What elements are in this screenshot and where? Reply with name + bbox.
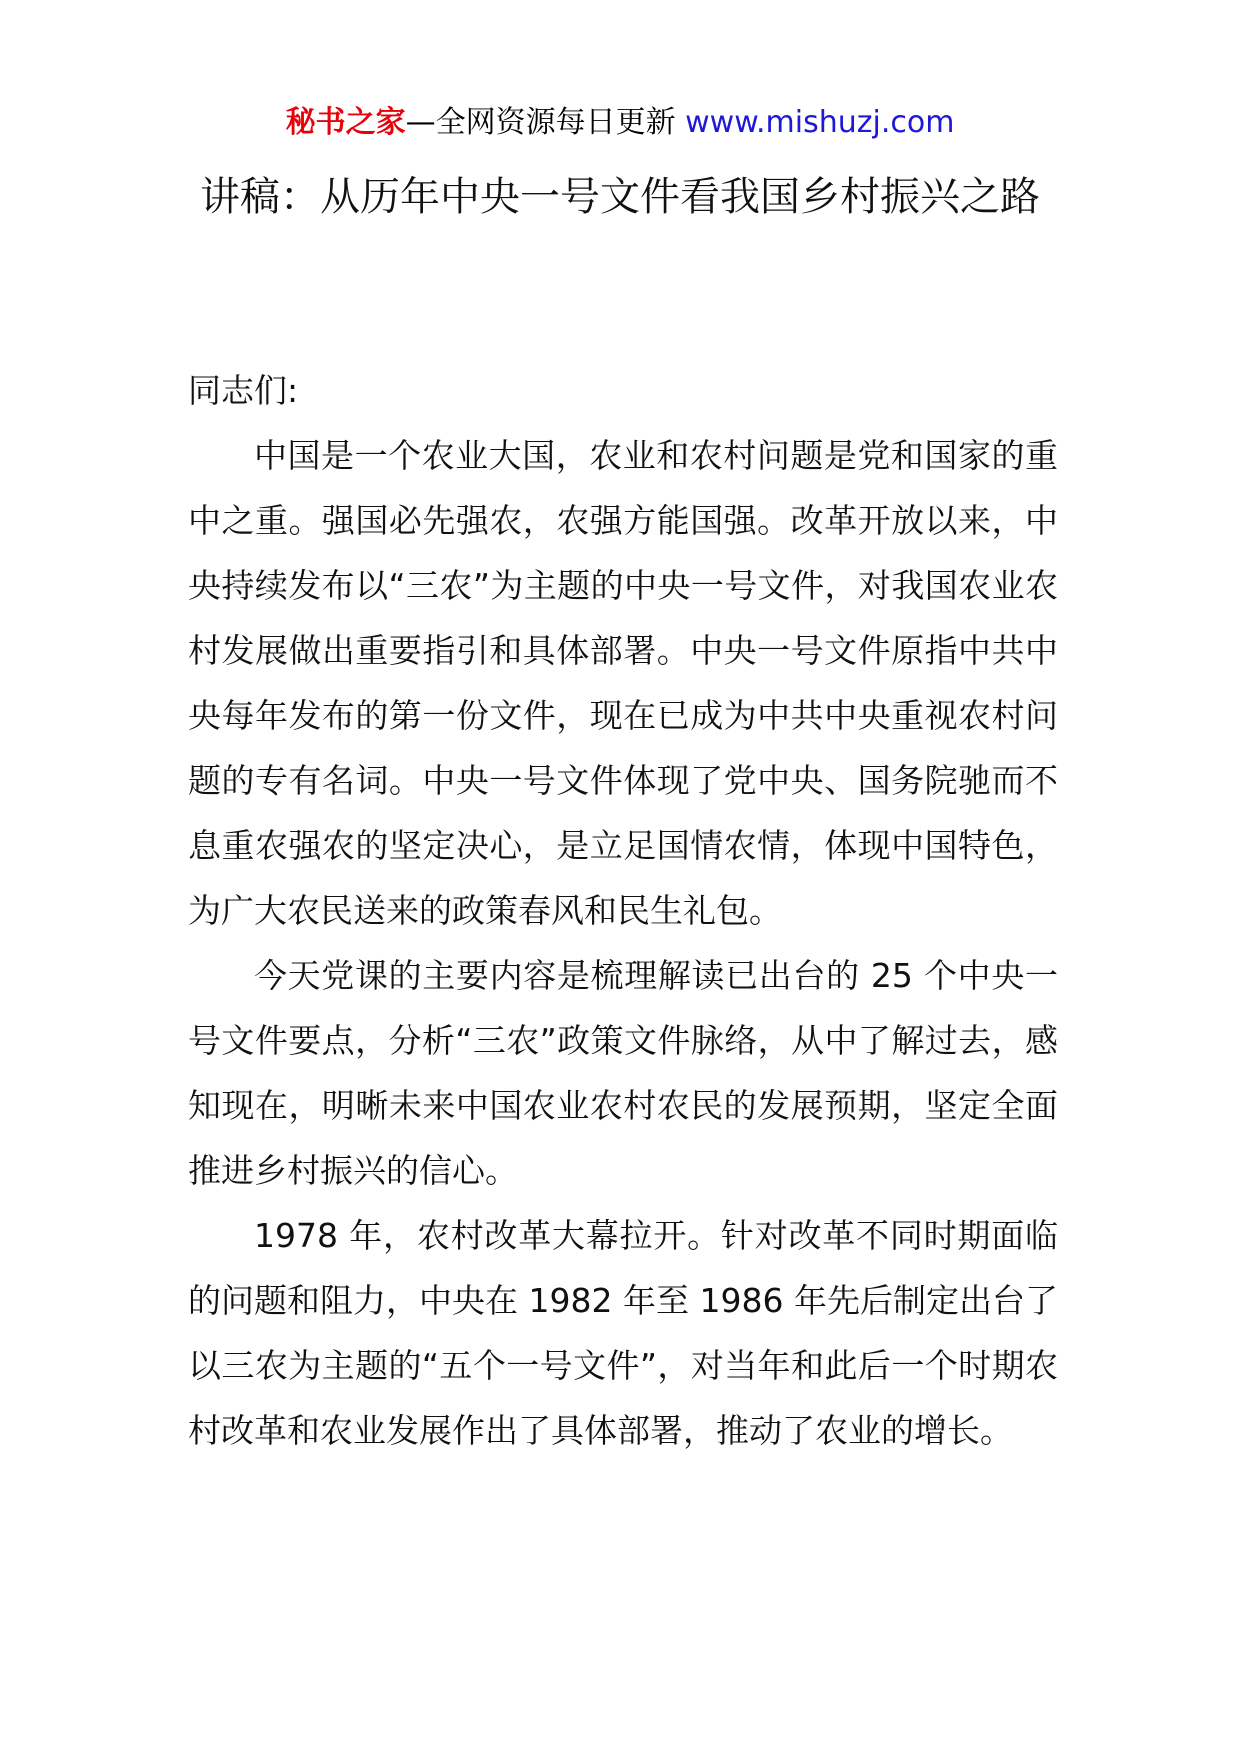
body-paragraph: 1978 年，农村改革大幕拉开。针对改革不同时期面临的问题和阻力，中央在 1982 年至 1986 年先后制定出台了以三农为主题的“五个一号文件”，对当年和此后一个时期农村改革和农业发展作出了具体部署，推动了农业的增长。 (188, 1216, 1058, 1450)
site-tagline: —全网资源每日更新 (405, 105, 686, 140)
body-paragraph: 中国是一个农业大国，农业和农村问题是党和国家的重中之重。强国必先强农，农强方能国强。改革开放以来，中央持续发布以“三农”为主题的中央一号文件，对我国农业农村发展做出重要指引和具体部署。中央一号文件原指中共中央每年发布的第一份文件，现在已成为中共中央重视农村问题的专有名词。中央一号文件体现了党中央、国务院驰而不息重农强农的坚定决心，是立足国情农情，体现中国特色，为广大农民送来的政策春风和民生礼包。 (188, 436, 1058, 930)
body-paragraph: 今天党课的主要内容是梳理解读已出台的 25 个中央一号文件要点，分析“三农”政策文件脉络，从中了解过去，感知现在，明晰未来中国农业农村农民的发展预期，坚定全面推进乡村振兴的信心。 (188, 956, 1058, 1190)
site-brand: 秘书之家 (285, 105, 406, 140)
site-header (0, 98, 1240, 148)
site-link[interactable]: www.mishuzj.com (685, 105, 955, 140)
document-body (188, 358, 1058, 1463)
salutation: 同志们: (188, 371, 299, 410)
document-title: 讲稿：从历年中央一号文件看我国乡村振兴之路 (200, 174, 1040, 220)
